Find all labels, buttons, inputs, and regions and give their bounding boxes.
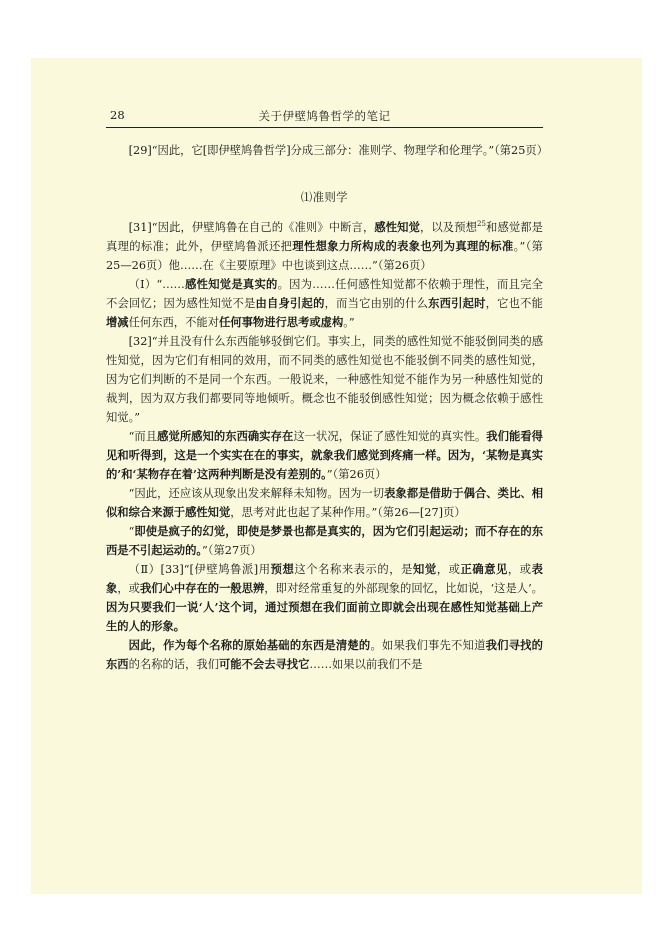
paragraph (106, 332, 543, 427)
text-run: ，思考对此也起了某种作用。”（第26—[27]页） (230, 506, 466, 519)
paragraph (106, 636, 543, 674)
bold-text-run: 我们寻找的东西 (106, 638, 543, 671)
bold-text-run: 我们能看得见和听得到，这是一个实实在在的事实，就象我们感觉到疼痛一样。因为，‘某物是真实的’和‘某物存在着’这两种判断是没有差别的。 (106, 429, 543, 481)
bold-text-run: 表象都是借助于偶合、类比、相似和综合来源于感性知觉 (106, 486, 543, 519)
text-run: 。”（第25—26页）他……在《主要原理》中也谈到这点……”（第26页） (106, 240, 543, 272)
text-run: 任何东西，不能对 (128, 316, 219, 329)
text-run: （Ⅰ）“…… (128, 278, 185, 291)
bold-text-run: 感性知觉 (374, 220, 420, 234)
text-run: “ (128, 525, 135, 538)
bold-text-run: 理性想象力所构成的表象也列为真理的标准 (292, 239, 514, 253)
text-run: 这个名称来表示的，是 (294, 563, 413, 576)
text-run: [32]“并且没有什么东西能够驳倒它们。事实上，同类的感性知觉不能驳倒同类的感性知觉，因为它们有相同的效用，而不同类的感性知觉也不能驳倒不同类的感性知觉，因为它们判断的不是同一个东西。一般说来，一种感性知觉不能作为另一种感性知觉的裁判，因为双方我们都要同等地倾听。概念也不能驳倒感性知觉；因为概念依赖于感性知觉。” (106, 335, 543, 424)
text-run: ”（第26页） (326, 468, 387, 481)
running-title: 关于伊壁鸠鲁哲学的笔记 (258, 109, 391, 123)
text-run: ，或 (507, 563, 532, 576)
text-run: “因此，还应该从现象出发来解释未知物。因为一切 (128, 487, 385, 500)
text-run: ，即对经常重复的外部现象的回忆，比如说，‘这是人’。 (264, 582, 543, 595)
bold-text-run: 预想 (270, 562, 295, 576)
page-number: 28 (110, 108, 125, 122)
bold-text-run: 知觉 (413, 562, 437, 576)
paragraph (106, 484, 543, 522)
bold-text-run: 任何事物进行思考或虚构 (219, 315, 344, 329)
text-run: 。” (343, 316, 355, 329)
bold-text-run: 因此，作为每个名称的原始基础的东西是清楚的 (128, 638, 371, 652)
bold-text-run: 可能不会去寻找它 (219, 657, 310, 671)
text-run: ，它也不能 (485, 297, 543, 310)
text-run: 。因为……任何感性知觉都不依赖于理性，而且完全不会回忆；因为感性知觉不是 (106, 278, 543, 310)
running-header (106, 105, 543, 128)
text-run: 。如果我们事先不知道 (370, 639, 486, 652)
bold-text-run: 表象 (106, 562, 543, 595)
text-run: [29]“因此，它[即伊壁鸠鲁哲学]分成三部分：准则学、物理学和伦理学。”（第25页） (128, 144, 549, 157)
bold-text-run: 我们心中存在的一般思辨 (139, 581, 265, 595)
text-run: ，而当它由别的什么 (324, 297, 429, 310)
text-run: ……如果以前我们不是 (309, 658, 423, 671)
section-heading: ⑴准则学 (300, 191, 349, 204)
bold-text-run: 因为只要我们一说‘人’这个词，通过预想在我们面前立即就会出现在感性知觉基础上产生的人的形象。 (106, 600, 543, 633)
bold-text-run: 增减 (106, 315, 129, 329)
text-run: ”（第27页） (202, 544, 262, 557)
text-run: 和感觉都是真理的标准；此外，伊壁鸠鲁派还把 (106, 221, 543, 253)
paragraph (106, 427, 543, 484)
footnote-ref[interactable]: 25 (477, 220, 486, 229)
bold-text-run: 感觉所感知的东西确实存在 (157, 429, 294, 443)
text-run: （Ⅱ）[33]“[伊壁鸠鲁派]用 (128, 563, 271, 576)
text-run: 的名称的话，我们 (128, 658, 219, 671)
paragraph (106, 275, 543, 332)
text-run: ，或 (436, 563, 461, 576)
text-run: “而且 (128, 430, 158, 443)
paragraph (106, 560, 543, 636)
text-run: [31]“因此，伊壁鸠鲁在自己的《准则》中断言， (128, 221, 375, 234)
text-run: ，以及预想 (420, 221, 478, 234)
text-run: 这一状况，保证了感性知觉的真实性。 (293, 430, 487, 443)
paragraph (106, 141, 549, 160)
bold-text-run: 正确意见 (460, 562, 508, 576)
text-run: ，或 (117, 582, 140, 595)
bold-text-run: 即使是疯子的幻觉，即使是梦景也都是真实的，因为它们引起运动；而不存在的东西是不引起运动的。 (106, 524, 543, 557)
paragraph (106, 218, 543, 275)
bold-text-run: 由自身引起的 (255, 296, 325, 310)
bold-text-run: 感性知觉是真实的 (184, 277, 278, 291)
page-body (106, 141, 549, 674)
paragraph (106, 522, 543, 560)
bold-text-run: 东西引起时 (428, 296, 486, 310)
